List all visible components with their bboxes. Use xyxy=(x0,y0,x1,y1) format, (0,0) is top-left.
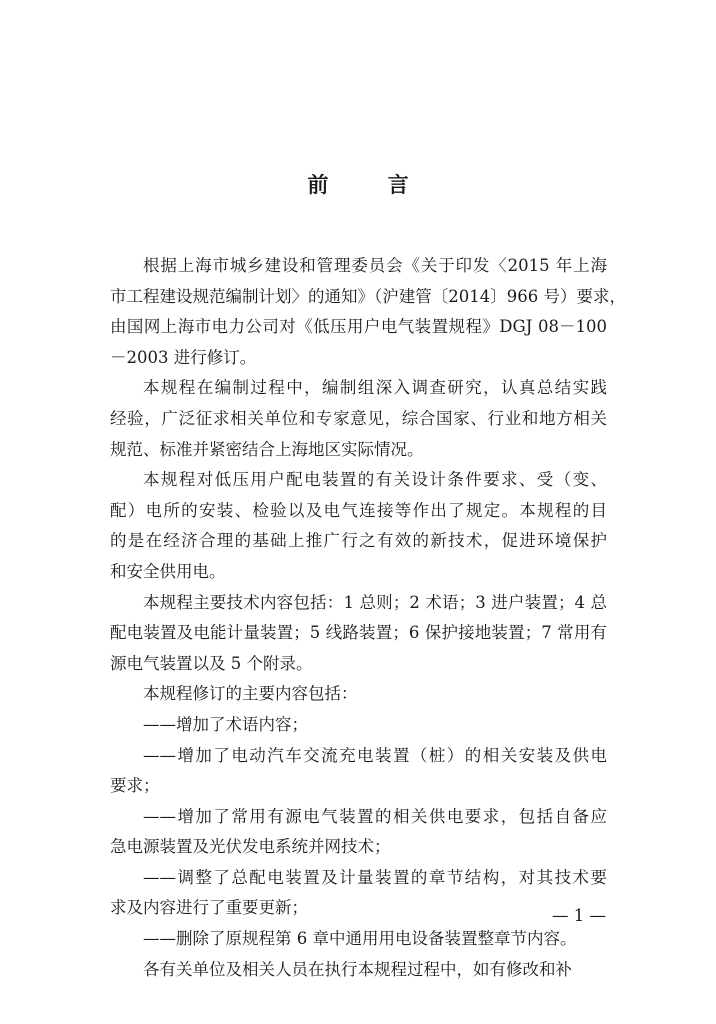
text-line: 和安全供用电。 xyxy=(110,561,226,581)
paragraph xyxy=(110,251,626,373)
paragraph xyxy=(110,465,607,587)
text-line: ——删除了原规程第 6 章中通用用电设备装置整章节内容。 xyxy=(143,929,577,949)
text-line: 根据上海市城乡建设和管理委员会《关于印发〈2015 年上海 xyxy=(143,256,607,275)
preface-body xyxy=(110,251,626,985)
text-line: 经验，广泛征求相关单位和专家意见，综合国家、行业和地方相关 xyxy=(110,408,607,428)
text-line: 的是在经济合理的基础上推广行之有效的新技术，促进环境保护 xyxy=(110,531,607,551)
text-line: 源电气装置以及 5 个附录。 xyxy=(110,653,313,673)
text-line: 本规程在编制过程中，编制组深入调查研究，认真总结实践 xyxy=(143,378,607,398)
paragraph xyxy=(110,802,607,863)
text-line: 各有关单位及相关人员在执行本规程过程中，如有修改和补 xyxy=(143,959,572,979)
paragraph xyxy=(110,924,607,955)
paragraph xyxy=(110,588,607,680)
text-line: 由国网上海市电力公司对《低压用户电气装置规程》DGJ 08－100 xyxy=(110,317,607,337)
text-line: ——调整了总配电装置及计量装置的章节结构，对其技术要 xyxy=(143,867,607,887)
text-line: 本规程主要技术内容包括：1 总则；2 术语；3 进户装置；4 总 xyxy=(143,592,607,612)
paragraph xyxy=(110,741,607,802)
text-line: ——增加了电动汽车交流充电装置（桩）的相关安装及供电 xyxy=(143,745,607,765)
page-number: — 1 — xyxy=(552,906,606,925)
text-line: 求及内容进行了重要更新； xyxy=(110,898,308,918)
text-line: 规范、标准并紧密结合上海地区实际情况。 xyxy=(110,439,424,459)
text-line: 市工程建设规范编制计划〉的通知》（沪建管〔2014〕966 号）要求， xyxy=(110,286,626,306)
text-line: 急电源装置及光伏发电系统并网技术； xyxy=(110,837,391,857)
paragraph xyxy=(110,373,607,465)
text-line: 本规程对低压用户配电装置的有关设计条件要求、受（变、 xyxy=(143,470,607,490)
text-line: 配）电所的安装、检验以及电气连接等作出了规定。本规程的目 xyxy=(110,500,607,520)
text-line: ——增加了术语内容； xyxy=(143,714,308,734)
text-line: 要求； xyxy=(110,776,160,796)
page-title: 前 言 xyxy=(307,173,435,197)
paragraph xyxy=(110,679,607,710)
text-line: 配电装置及电能计量装置；5 线路装置；6 保护接地装置；7 常用有 xyxy=(110,623,607,643)
paragraph xyxy=(110,710,607,741)
text-line: ——增加了常用有源电气装置的相关供电要求，包括自备应 xyxy=(143,806,607,826)
paragraph xyxy=(110,955,607,986)
text-line: 本规程修订的主要内容包括： xyxy=(143,684,358,704)
text-line: －2003 进行修订。 xyxy=(110,347,257,367)
